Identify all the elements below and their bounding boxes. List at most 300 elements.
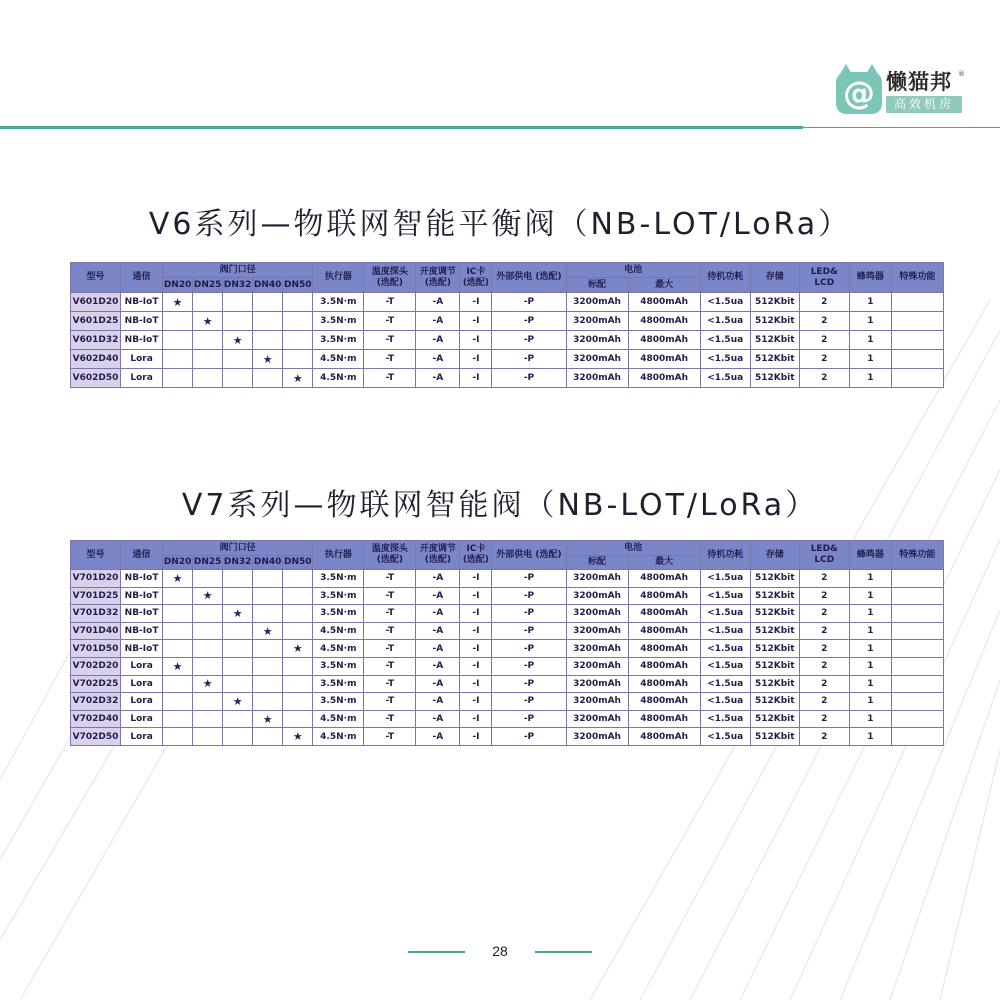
cell-led: 2 <box>799 657 849 675</box>
col-header-battery-max: 最大 <box>628 278 700 293</box>
cell-led: 2 <box>799 312 849 331</box>
col-header-battery-max: 最大 <box>628 556 700 570</box>
cell-dn-star <box>193 293 223 312</box>
cell-opening: -A <box>416 605 460 623</box>
cell-model: V702D32 <box>71 693 121 711</box>
col-header-ic: IC卡 (选配) <box>460 541 492 570</box>
cell-actuator: 3.5N·m <box>313 693 364 711</box>
cell-dn-star <box>163 331 193 350</box>
cell-dn-star <box>283 622 313 640</box>
cell-led: 2 <box>799 640 849 658</box>
cell-standby: <1.5ua <box>700 331 750 350</box>
col-header-dn20: DN20 <box>163 556 193 570</box>
cell-dn-star: ★ <box>253 350 283 369</box>
cell-model: V601D32 <box>71 331 121 350</box>
cell-dn-star <box>193 331 223 350</box>
cell-opening: -A <box>416 622 460 640</box>
cell-dn-star <box>163 587 193 605</box>
cell-special <box>891 312 943 331</box>
cell-dn-star: ★ <box>163 293 193 312</box>
cell-led: 2 <box>799 605 849 623</box>
cell-power: -P <box>492 570 566 588</box>
cell-temp: -T <box>364 657 416 675</box>
cell-special <box>891 728 943 746</box>
cell-ic: -I <box>460 675 492 693</box>
cell-dn-star <box>193 710 223 728</box>
cell-power: -P <box>492 640 566 658</box>
cell-opening: -A <box>416 570 460 588</box>
cell-buzzer: 1 <box>849 728 891 746</box>
cell-dn-star <box>253 293 283 312</box>
cell-actuator: 3.5N·m <box>313 587 364 605</box>
cell-battery-max: 4800mAh <box>628 587 700 605</box>
cell-power: -P <box>492 728 566 746</box>
cell-comm: NB-IoT <box>121 570 163 588</box>
cell-dn-star <box>253 312 283 331</box>
table-row <box>71 640 944 658</box>
cell-dn-star <box>253 587 283 605</box>
cell-model: V601D25 <box>71 312 121 331</box>
col-header-standby: 待机功耗 <box>700 541 750 570</box>
cell-opening: -A <box>416 657 460 675</box>
col-header-dn50: DN50 <box>283 278 313 293</box>
footer-rule-right <box>535 951 592 953</box>
cell-temp: -T <box>364 693 416 711</box>
cell-ic: -I <box>460 605 492 623</box>
cell-storage: 512Kbit <box>750 728 799 746</box>
cell-standby: <1.5ua <box>700 312 750 331</box>
cell-dn-star <box>163 640 193 658</box>
cell-dn-star: ★ <box>253 710 283 728</box>
cell-dn-star <box>253 693 283 711</box>
cell-dn-star <box>283 312 313 331</box>
cell-storage: 512Kbit <box>750 293 799 312</box>
cell-dn-star: ★ <box>223 605 253 623</box>
cell-ic: -I <box>460 331 492 350</box>
cell-dn-star <box>163 369 193 388</box>
table-row <box>71 710 944 728</box>
cell-temp: -T <box>364 293 416 312</box>
cell-comm: NB-IoT <box>121 587 163 605</box>
cell-temp: -T <box>364 605 416 623</box>
brand-logo <box>836 68 966 118</box>
cell-led: 2 <box>799 570 849 588</box>
cell-battery-max: 4800mAh <box>628 622 700 640</box>
cell-buzzer: 1 <box>849 693 891 711</box>
cell-buzzer: 1 <box>849 657 891 675</box>
col-header-valve: 阀门口径 <box>163 263 313 278</box>
col-header-storage: 存储 <box>750 263 799 293</box>
cell-model: V702D40 <box>71 710 121 728</box>
cell-temp: -T <box>364 640 416 658</box>
col-header-battery-std: 标配 <box>566 278 628 293</box>
col-header-special: 特殊功能 <box>891 541 943 570</box>
cell-model: V701D50 <box>71 640 121 658</box>
header-rule <box>0 126 803 129</box>
col-header-led: LED& LCD <box>799 263 849 293</box>
v6-section-title: V6系列—物联网智能平衡阀（NB-LOT/LoRa） <box>148 207 852 242</box>
cell-standby: <1.5ua <box>700 605 750 623</box>
col-header-led: LED& LCD <box>799 541 849 570</box>
table-row <box>71 293 944 312</box>
cell-dn-star <box>223 293 253 312</box>
cell-ic: -I <box>460 693 492 711</box>
cell-standby: <1.5ua <box>700 369 750 388</box>
table-row <box>71 728 944 746</box>
cell-battery-max: 4800mAh <box>628 605 700 623</box>
cell-battery-std: 3200mAh <box>566 312 628 331</box>
cell-comm: Lora <box>121 369 163 388</box>
col-header-dn25: DN25 <box>193 556 223 570</box>
cell-special <box>891 570 943 588</box>
cell-dn-star <box>193 728 223 746</box>
cell-battery-std: 3200mAh <box>566 605 628 623</box>
cell-actuator: 3.5N·m <box>313 675 364 693</box>
cell-standby: <1.5ua <box>700 622 750 640</box>
cell-ic: -I <box>460 312 492 331</box>
cell-actuator: 4.5N·m <box>313 350 364 369</box>
page-footer <box>0 940 1000 964</box>
cell-dn-star: ★ <box>193 675 223 693</box>
cell-dn-star <box>223 640 253 658</box>
cell-led: 2 <box>799 675 849 693</box>
cell-power: -P <box>492 675 566 693</box>
cell-power: -P <box>492 587 566 605</box>
col-header-battery: 电池 <box>566 541 700 556</box>
cell-battery-max: 4800mAh <box>628 640 700 658</box>
cell-dn-star <box>163 605 193 623</box>
cell-power: -P <box>492 369 566 388</box>
cell-model: V702D50 <box>71 728 121 746</box>
table-row <box>71 622 944 640</box>
cell-battery-max: 4800mAh <box>628 331 700 350</box>
cell-battery-max: 4800mAh <box>628 693 700 711</box>
cell-battery-std: 3200mAh <box>566 331 628 350</box>
cell-special <box>891 693 943 711</box>
cell-special <box>891 622 943 640</box>
cell-dn-star <box>283 293 313 312</box>
col-header-standby: 待机功耗 <box>700 263 750 293</box>
cell-comm: Lora <box>121 693 163 711</box>
cell-storage: 512Kbit <box>750 331 799 350</box>
at-sign-icon: @ <box>836 72 882 114</box>
col-header-ic: IC卡 (选配) <box>460 263 492 293</box>
cell-dn-star <box>283 675 313 693</box>
cell-dn-star <box>253 331 283 350</box>
cell-opening: -A <box>416 369 460 388</box>
cell-dn-star <box>283 710 313 728</box>
col-header-opening: 开度调节 (选配) <box>416 263 460 293</box>
cell-buzzer: 1 <box>849 570 891 588</box>
cell-buzzer: 1 <box>849 312 891 331</box>
cell-battery-std: 3200mAh <box>566 293 628 312</box>
cell-opening: -A <box>416 728 460 746</box>
cell-ic: -I <box>460 640 492 658</box>
cell-dn-star: ★ <box>283 369 313 388</box>
cell-dn-star <box>283 350 313 369</box>
table-row <box>71 605 944 623</box>
cell-temp: -T <box>364 587 416 605</box>
cell-dn-star <box>283 693 313 711</box>
cell-buzzer: 1 <box>849 369 891 388</box>
cell-special <box>891 605 943 623</box>
cell-temp: -T <box>364 622 416 640</box>
cell-opening: -A <box>416 640 460 658</box>
cell-led: 2 <box>799 350 849 369</box>
cell-dn-star <box>253 675 283 693</box>
cell-actuator: 3.5N·m <box>313 570 364 588</box>
cell-opening: -A <box>416 710 460 728</box>
cell-model: V602D40 <box>71 350 121 369</box>
cell-dn-star: ★ <box>223 331 253 350</box>
cell-dn-star <box>223 350 253 369</box>
cell-comm: NB-IoT <box>121 331 163 350</box>
cell-dn-star <box>253 605 283 623</box>
col-header-valve: 阀门口径 <box>163 541 313 556</box>
cell-standby: <1.5ua <box>700 675 750 693</box>
cell-battery-std: 3200mAh <box>566 350 628 369</box>
cell-opening: -A <box>416 293 460 312</box>
cell-battery-max: 4800mAh <box>628 312 700 331</box>
col-header-dn50: DN50 <box>283 556 313 570</box>
table-row <box>71 693 944 711</box>
cell-battery-std: 3200mAh <box>566 369 628 388</box>
col-header-dn20: DN20 <box>163 278 193 293</box>
brand-slogan: 高效机房 <box>886 96 962 113</box>
cell-dn-star <box>223 570 253 588</box>
cell-standby: <1.5ua <box>700 710 750 728</box>
cell-dn-star: ★ <box>193 312 223 331</box>
cell-temp: -T <box>364 331 416 350</box>
cell-power: -P <box>492 331 566 350</box>
cell-dn-star <box>223 657 253 675</box>
cell-storage: 512Kbit <box>750 587 799 605</box>
cell-dn-star <box>253 640 283 658</box>
cell-battery-std: 3200mAh <box>566 587 628 605</box>
cell-special <box>891 331 943 350</box>
cell-storage: 512Kbit <box>750 312 799 331</box>
cell-comm: Lora <box>121 657 163 675</box>
cell-model: V702D25 <box>71 675 121 693</box>
cell-dn-star <box>193 622 223 640</box>
cell-battery-std: 3200mAh <box>566 657 628 675</box>
cell-battery-max: 4800mAh <box>628 657 700 675</box>
cell-ic: -I <box>460 293 492 312</box>
cell-battery-max: 4800mAh <box>628 570 700 588</box>
cell-storage: 512Kbit <box>750 657 799 675</box>
col-header-buzzer: 蜂鸣器 <box>849 263 891 293</box>
header-rule-thin <box>803 127 1000 128</box>
cell-actuator: 4.5N·m <box>313 622 364 640</box>
col-header-special: 特殊功能 <box>891 263 943 293</box>
cell-model: V701D25 <box>71 587 121 605</box>
cell-temp: -T <box>364 312 416 331</box>
table-row <box>71 350 944 369</box>
cell-ic: -I <box>460 728 492 746</box>
cell-battery-max: 4800mAh <box>628 350 700 369</box>
cell-ic: -I <box>460 657 492 675</box>
cell-dn-star <box>253 369 283 388</box>
cell-special <box>891 350 943 369</box>
cell-dn-star <box>253 570 283 588</box>
cell-dn-star <box>223 728 253 746</box>
cell-battery-std: 3200mAh <box>566 622 628 640</box>
cell-dn-star <box>193 570 223 588</box>
cell-opening: -A <box>416 331 460 350</box>
col-header-battery-std: 标配 <box>566 556 628 570</box>
cell-standby: <1.5ua <box>700 350 750 369</box>
cell-dn-star <box>163 710 193 728</box>
cell-dn-star: ★ <box>163 570 193 588</box>
cell-storage: 512Kbit <box>750 622 799 640</box>
cell-battery-max: 4800mAh <box>628 369 700 388</box>
v7-spec-table <box>70 540 944 746</box>
cell-standby: <1.5ua <box>700 293 750 312</box>
cell-power: -P <box>492 693 566 711</box>
cell-storage: 512Kbit <box>750 605 799 623</box>
cell-dn-star <box>283 570 313 588</box>
col-header-buzzer: 蜂鸣器 <box>849 541 891 570</box>
cell-dn-star: ★ <box>253 622 283 640</box>
cell-power: -P <box>492 657 566 675</box>
cell-led: 2 <box>799 587 849 605</box>
col-header-dn25: DN25 <box>193 278 223 293</box>
cell-comm: NB-IoT <box>121 640 163 658</box>
col-header-power: 外部供电 (选配) <box>492 541 566 570</box>
cell-dn-star <box>193 605 223 623</box>
table-row <box>71 369 944 388</box>
col-header-actuator: 执行器 <box>313 541 364 570</box>
cell-temp: -T <box>364 728 416 746</box>
cell-actuator: 4.5N·m <box>313 640 364 658</box>
table-row <box>71 657 944 675</box>
cell-buzzer: 1 <box>849 605 891 623</box>
cell-dn-star <box>283 657 313 675</box>
table-row <box>71 312 944 331</box>
cell-led: 2 <box>799 293 849 312</box>
cell-storage: 512Kbit <box>750 570 799 588</box>
cell-model: V601D20 <box>71 293 121 312</box>
cell-storage: 512Kbit <box>750 710 799 728</box>
cell-power: -P <box>492 622 566 640</box>
cell-actuator: 3.5N·m <box>313 312 364 331</box>
cell-dn-star <box>163 312 193 331</box>
cell-temp: -T <box>364 675 416 693</box>
registered-mark: ® <box>958 70 965 78</box>
cell-opening: -A <box>416 675 460 693</box>
cell-buzzer: 1 <box>849 331 891 350</box>
cell-buzzer: 1 <box>849 350 891 369</box>
cell-dn-star <box>193 350 223 369</box>
cell-actuator: 4.5N·m <box>313 728 364 746</box>
cell-temp: -T <box>364 369 416 388</box>
col-header-storage: 存储 <box>750 541 799 570</box>
cell-buzzer: 1 <box>849 675 891 693</box>
cell-battery-std: 3200mAh <box>566 675 628 693</box>
cell-buzzer: 1 <box>849 622 891 640</box>
cell-ic: -I <box>460 570 492 588</box>
cell-standby: <1.5ua <box>700 728 750 746</box>
table-row <box>71 587 944 605</box>
cell-dn-star: ★ <box>193 587 223 605</box>
cell-dn-star <box>193 657 223 675</box>
cell-comm: NB-IoT <box>121 312 163 331</box>
cell-special <box>891 710 943 728</box>
v7-section-title: V7系列—物联网智能阀（NB-LOT/LoRa） <box>181 488 819 523</box>
cell-dn-star <box>283 331 313 350</box>
cell-comm: Lora <box>121 350 163 369</box>
cell-actuator: 3.5N·m <box>313 605 364 623</box>
cell-actuator: 3.5N·m <box>313 293 364 312</box>
v6-spec-table <box>70 262 944 388</box>
cell-comm: Lora <box>121 710 163 728</box>
cell-special <box>891 640 943 658</box>
cell-dn-star <box>283 587 313 605</box>
cell-led: 2 <box>799 693 849 711</box>
cell-dn-star <box>163 622 193 640</box>
table-row <box>71 331 944 350</box>
col-header-dn40: DN40 <box>253 278 283 293</box>
brand-name: 懒猫邦 <box>886 69 952 94</box>
cell-comm: NB-IoT <box>121 293 163 312</box>
cell-led: 2 <box>799 622 849 640</box>
cell-storage: 512Kbit <box>750 369 799 388</box>
cell-dn-star <box>163 350 193 369</box>
cell-dn-star <box>223 622 253 640</box>
cell-battery-max: 4800mAh <box>628 675 700 693</box>
cell-model: V702D20 <box>71 657 121 675</box>
cell-standby: <1.5ua <box>700 640 750 658</box>
cell-model: V701D40 <box>71 622 121 640</box>
cell-dn-star: ★ <box>283 640 313 658</box>
cell-buzzer: 1 <box>849 293 891 312</box>
cell-temp: -T <box>364 710 416 728</box>
cell-battery-max: 4800mAh <box>628 728 700 746</box>
table-row <box>71 675 944 693</box>
cell-dn-star <box>223 587 253 605</box>
cell-standby: <1.5ua <box>700 657 750 675</box>
cell-temp: -T <box>364 350 416 369</box>
cell-dn-star <box>223 675 253 693</box>
cell-ic: -I <box>460 622 492 640</box>
cell-dn-star <box>163 693 193 711</box>
cell-opening: -A <box>416 587 460 605</box>
cell-dn-star <box>193 693 223 711</box>
cell-led: 2 <box>799 710 849 728</box>
cell-buzzer: 1 <box>849 587 891 605</box>
cell-battery-std: 3200mAh <box>566 693 628 711</box>
cell-dn-star <box>253 728 283 746</box>
cell-comm: NB-IoT <box>121 622 163 640</box>
cell-battery-std: 3200mAh <box>566 640 628 658</box>
cell-battery-std: 3200mAh <box>566 710 628 728</box>
cell-actuator: 4.5N·m <box>313 710 364 728</box>
cell-special <box>891 675 943 693</box>
cell-storage: 512Kbit <box>750 640 799 658</box>
cell-standby: <1.5ua <box>700 693 750 711</box>
footer-rule-left <box>408 951 465 953</box>
col-header-comm: 通信 <box>121 263 163 293</box>
cell-ic: -I <box>460 369 492 388</box>
cell-buzzer: 1 <box>849 640 891 658</box>
cell-ic: -I <box>460 350 492 369</box>
table-row <box>71 570 944 588</box>
col-header-temp: 温度探头 (选配) <box>364 263 416 293</box>
cell-power: -P <box>492 710 566 728</box>
cell-battery-std: 3200mAh <box>566 570 628 588</box>
cell-ic: -I <box>460 710 492 728</box>
cell-led: 2 <box>799 331 849 350</box>
